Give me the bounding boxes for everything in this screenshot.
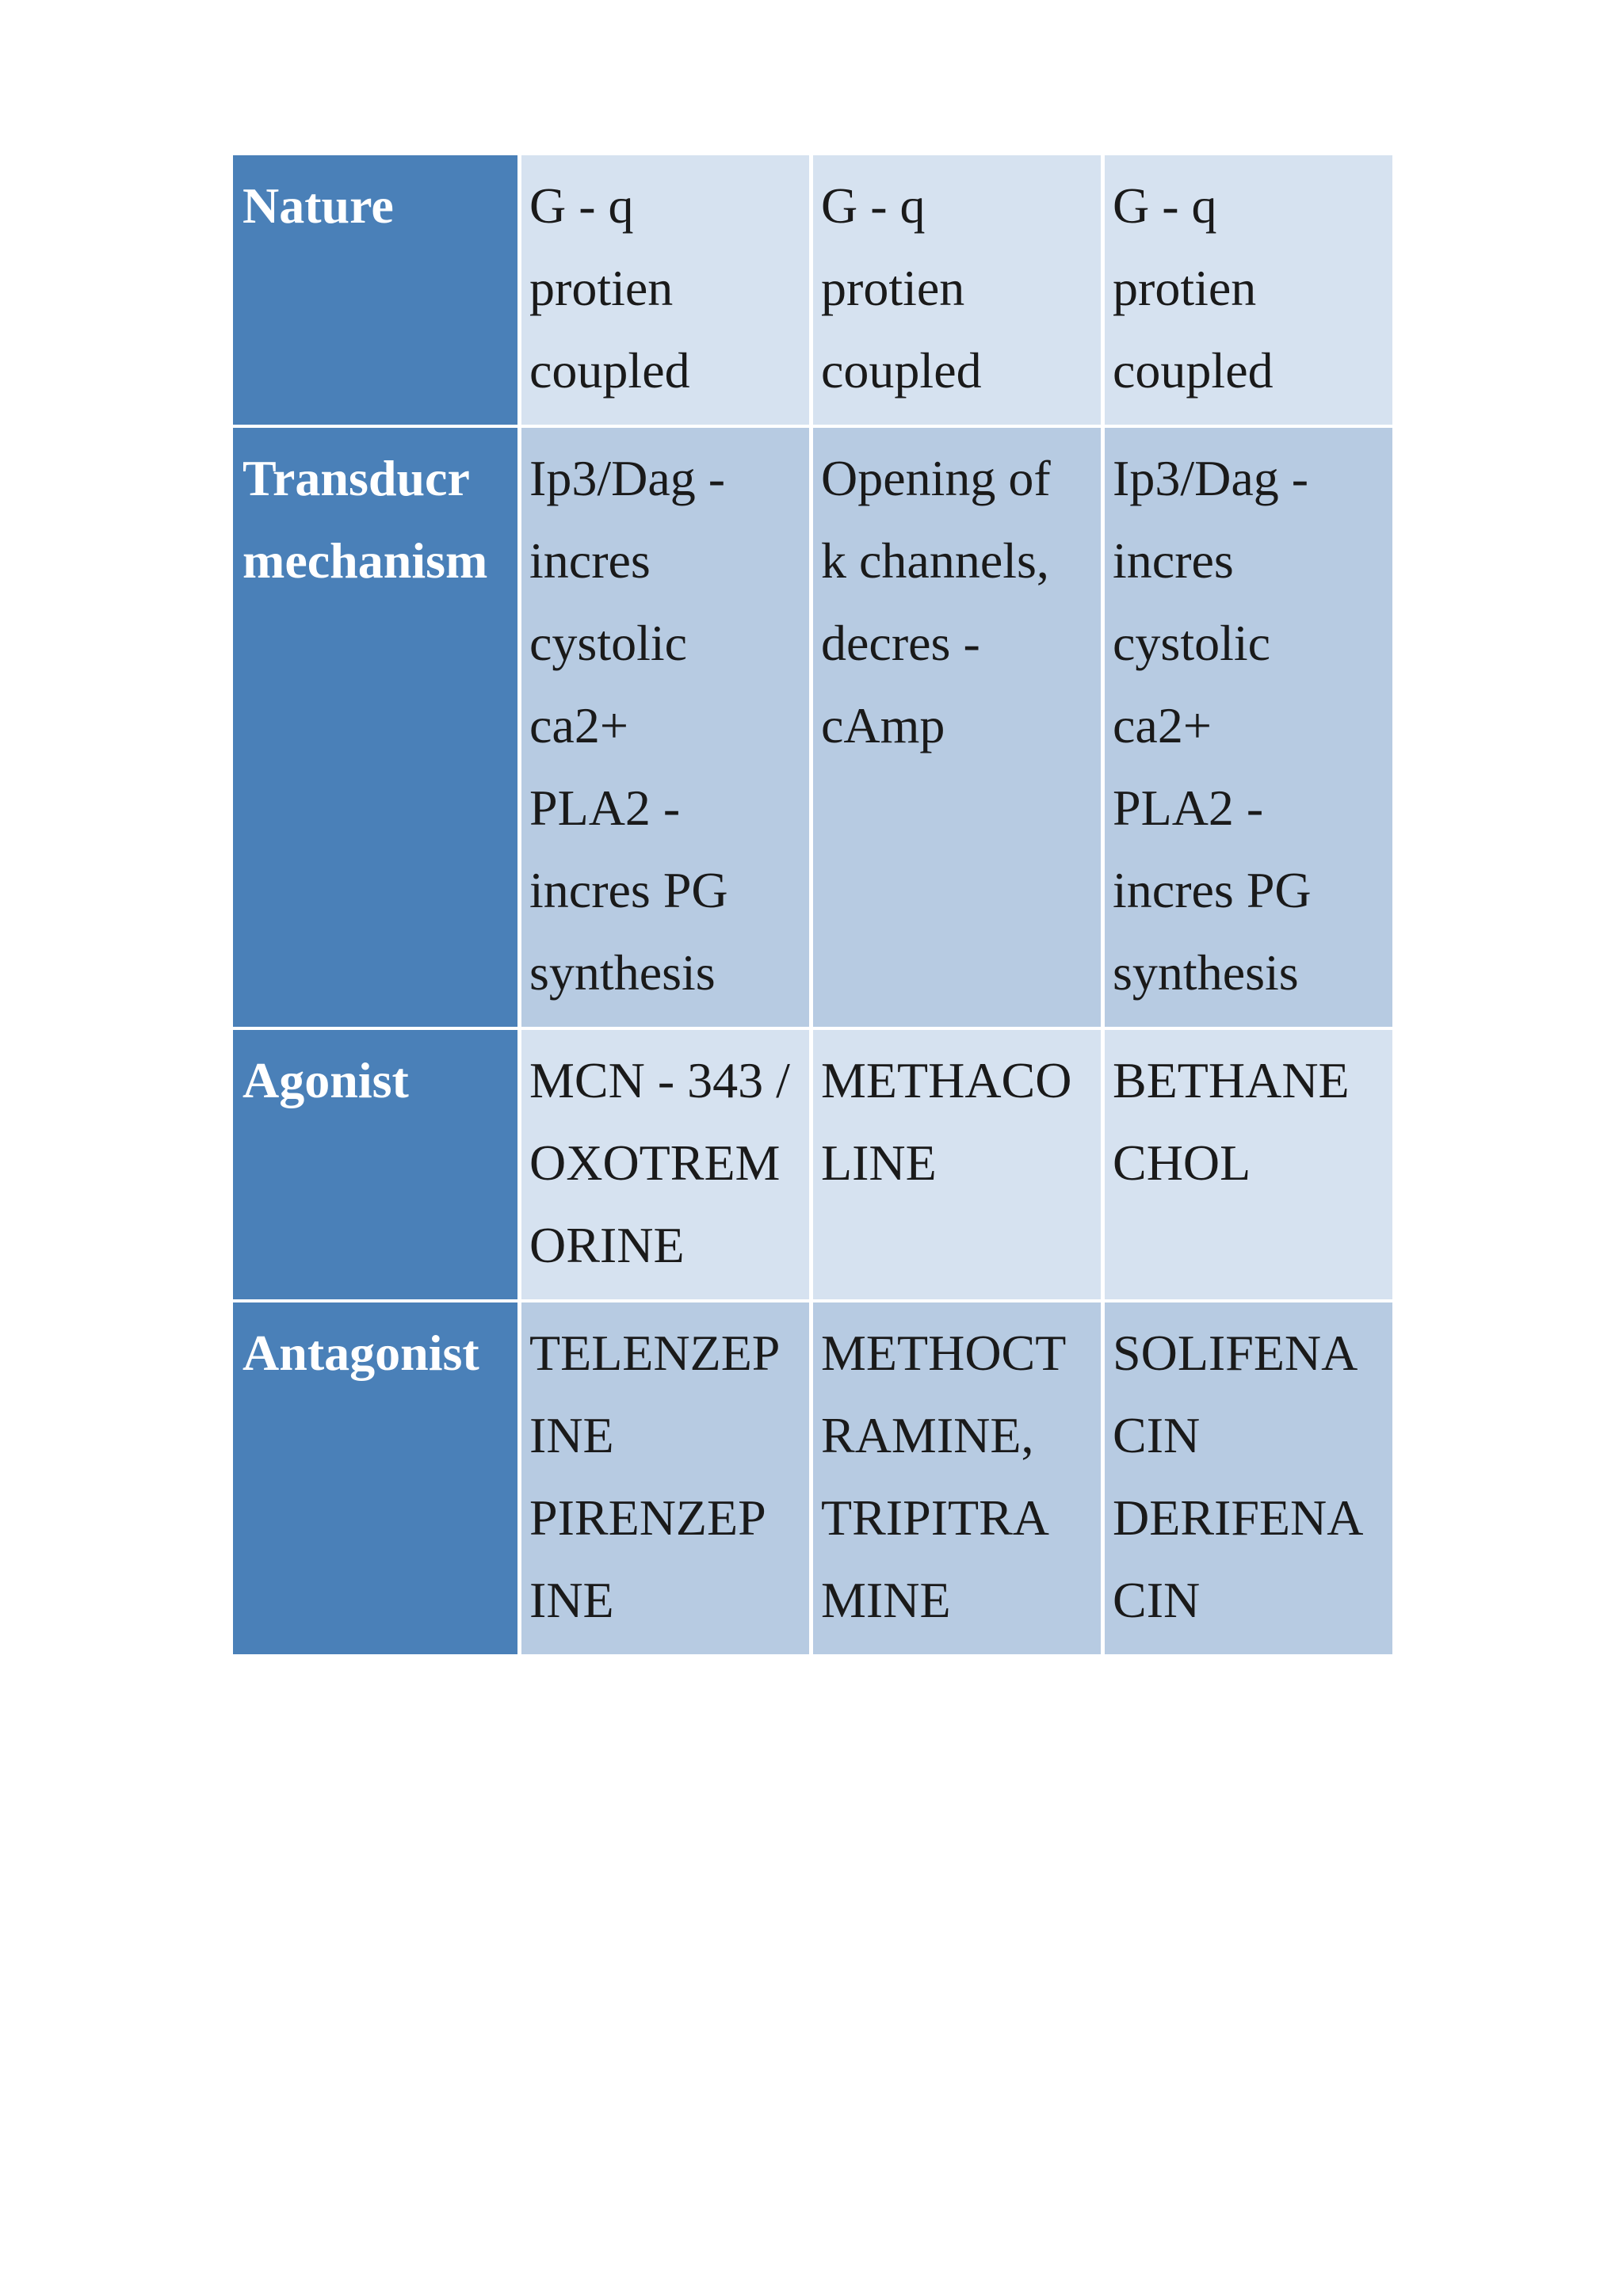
receptor-table [229, 152, 1396, 1657]
row-header-nature: Nature [233, 155, 517, 425]
table-cell: Opening of k channels, decres - cAmp [813, 428, 1101, 1027]
table-cell: BETHANE CHOL [1105, 1030, 1392, 1299]
table-cell: METHACO LINE [813, 1030, 1101, 1299]
table-cell: SOLIFENA CIN DERIFENA CIN [1105, 1302, 1392, 1654]
table-row-agonist [233, 1030, 1392, 1299]
table-cell: G - q protien coupled [1105, 155, 1392, 425]
table-cell: G - q protien coupled [521, 155, 809, 425]
row-header-antagonist: Antagonist [233, 1302, 517, 1654]
row-header-agonist: Agonist [233, 1030, 517, 1299]
table-cell: Ip3/Dag - incres cystolic ca2+ PLA2 - incres PG synthesis [1105, 428, 1392, 1027]
table-row-antagonist [233, 1302, 1392, 1654]
table-row-transducer-mechanism [233, 428, 1392, 1027]
table-cell: MCN - 343 / OXOTREM ORINE [521, 1030, 809, 1299]
row-header-transducer-mechanism: Transducr mechanism [233, 428, 517, 1027]
table-cell: G - q protien coupled [813, 155, 1101, 425]
table-row-nature [233, 155, 1392, 425]
table-cell: Ip3/Dag - incres cystolic ca2+ PLA2 - incres PG synthesis [521, 428, 809, 1027]
table-cell: METHOCT RAMINE, TRIPITRA MINE [813, 1302, 1101, 1654]
table-cell: TELENZEP INE PIRENZEP INE [521, 1302, 809, 1654]
